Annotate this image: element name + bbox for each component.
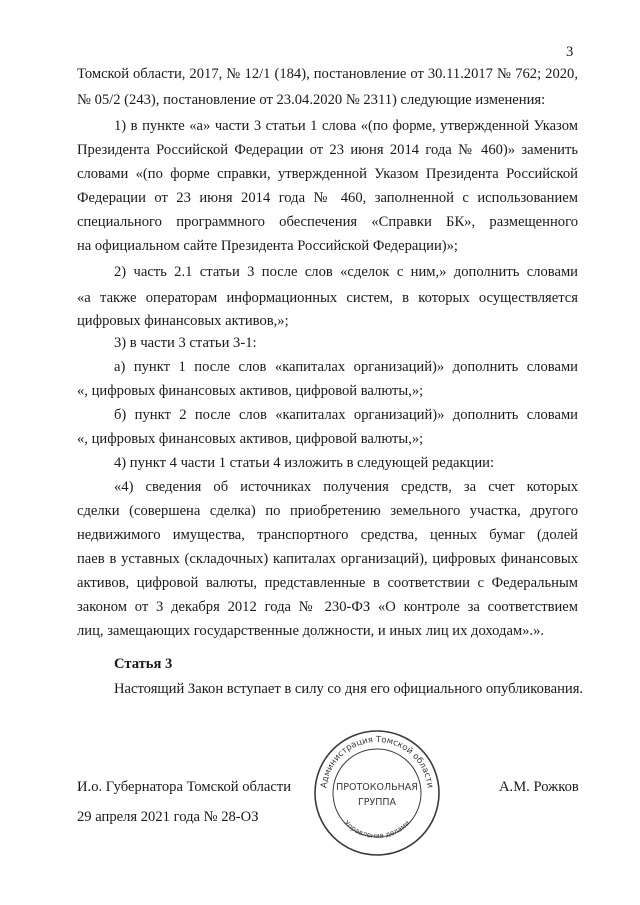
- signature-name: А.М. Рожков: [499, 779, 579, 795]
- text-line: «, цифровых финансовых активов, цифровой валюты,»;: [77, 383, 424, 399]
- text-line: «, цифровых финансовых активов, цифровой валюты,»;: [77, 431, 424, 447]
- text-line: 3) в части 3 статьи 3-1:: [114, 335, 257, 351]
- stamp-outer-text: Администрация Томской области: [319, 734, 435, 789]
- text-line: специального программного обеспечения «Справки БК», размещенного: [77, 214, 578, 230]
- text-line: цифровых финансовых активов,»;: [77, 313, 289, 329]
- article-text: Настоящий Закон вступает в силу со дня его официального опубликования.: [114, 681, 584, 697]
- text-line: б) пункт 2 после слов «капиталах организаций)» дополнить словами: [114, 407, 578, 423]
- text-line: недвижимого имущества, транспортного средства, ценных бумаг (долей: [77, 527, 578, 543]
- official-stamp: [312, 728, 442, 858]
- text-line: Президента Российской Федерации от 23 июня 2014 года № 460)» заменить: [77, 142, 578, 158]
- signature-position: И.о. Губернатора Томской области: [77, 779, 292, 795]
- text-line: активов, цифровой валюты, представленные в соответствии с Федеральным: [77, 575, 578, 591]
- text-line: «4) сведения об источниках получения средств, за счет которых: [114, 479, 578, 495]
- text-line: словами «(по форме справки, утвержденной Указом Президента Российской: [77, 166, 578, 182]
- text-line: 1) в пункте «а» части 3 статьи 1 слова «(по форме, утвержденной Указом: [114, 118, 578, 134]
- text-line: «а также операторам информационных систем, в которых осуществляется: [77, 290, 578, 306]
- text-line: лиц, замещающих государственные должности, и иных лиц их доходам».».: [77, 623, 545, 639]
- text-line: Федерации от 23 июня 2014 года № 460, заполненной с использованием: [77, 190, 578, 206]
- text-line: а) пункт 1 после слов «капиталах организаций)» дополнить словами: [114, 359, 578, 375]
- text-line: сделки (совершена сделка) по приобретению земельного участка, другого: [77, 503, 578, 519]
- text-line: паев в уставных (складочных) капиталах организаций), цифровых финансовых: [77, 551, 578, 567]
- stamp-inner-line1: ПРОТОКОЛЬНАЯ: [336, 782, 418, 793]
- text-line: законом от 3 декабря 2012 года № 230-ФЗ «О контроле за соответствием: [77, 599, 578, 615]
- text-line: на официальном сайте Президента Российской Федерации)»;: [77, 238, 458, 254]
- page-number: 3: [566, 44, 574, 60]
- article-heading: Статья 3: [114, 656, 173, 672]
- stamp-inner-line2: ГРУППА: [357, 797, 397, 808]
- stamp-bottom-text: Управление делами: [342, 819, 412, 841]
- text-line: 2) часть 2.1 статьи 3 после слов «сделок с ним,» дополнить словами: [114, 264, 578, 280]
- document-date-number: 29 апреля 2021 года № 28-ОЗ: [77, 809, 259, 825]
- text-line: 4) пункт 4 части 1 статьи 4 изложить в следующей редакции:: [114, 455, 495, 471]
- text-line: Томской области, 2017, № 12/1 (184), постановление от 30.11.2017 № 762; 2020,: [77, 66, 578, 82]
- text-line: № 05/2 (243), постановление от 23.04.2020 № 2311) следующие изменения:: [77, 92, 546, 108]
